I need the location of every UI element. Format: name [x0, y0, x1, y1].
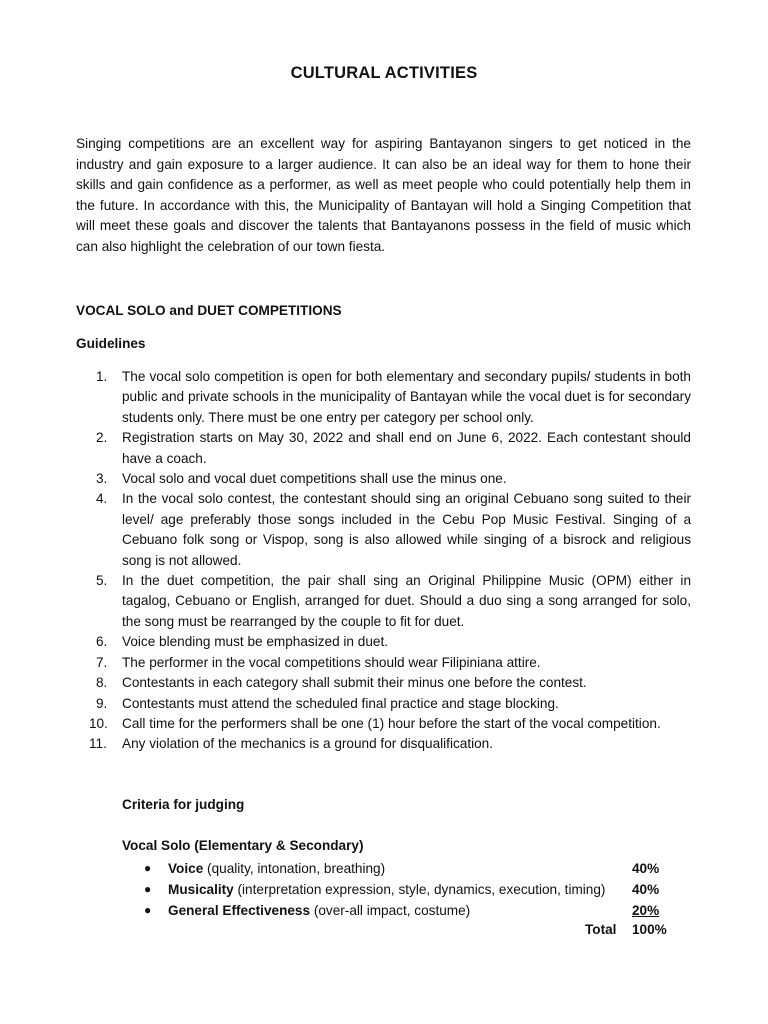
guideline-item: 11. Any violation of the mechanics is a ground for disqualification. [89, 736, 494, 752]
guideline-item: 4. In the vocal solo contest, the contestant should sing an original Cebuano song suited to their level/ age preferably those songs included in the Cebu Pop Music Festival. Singing of a Cebuano folk song or Vispop, song is also allowed while singing of a bisrock and religious song is not allowed. [96, 491, 691, 568]
bullet-icon: ● [144, 861, 152, 875]
vocal-solo-heading: Vocal Solo (Elementary & Secondary) [122, 838, 364, 853]
guidelines-list [76, 367, 691, 755]
total-label: Total [585, 922, 617, 937]
criteria-label: General Effectiveness [168, 903, 311, 918]
bullet-icon: ● [144, 882, 152, 896]
guideline-text: Call time for the performers shall be one (1) hour before the start of the vocal competition. [122, 715, 661, 731]
criteria-percent: 20% [632, 903, 660, 918]
guideline-item: 10. Call time for the performers shall be one (1) hour before the start of the vocal competition. [89, 715, 661, 731]
criteria-item [122, 858, 682, 879]
criteria-desc: (interpretation expression, style, dynamics, execution, timing) [233, 882, 606, 897]
guideline-text: Contestants in each category shall submit their minus one before the contest. [122, 675, 587, 691]
guideline-item: 9. Contestants must attend the scheduled final practice and stage blocking. [96, 695, 559, 711]
guideline-text: Voice blending must be emphasized in duet. [122, 634, 389, 650]
guideline-item: 2. Registration starts on May 30, 2022 and shall end on June 6, 2022. Each contestant should have a coach. [96, 430, 691, 466]
guideline-text: In the vocal solo contest, the contestant should sing an original Cebuano song suited to their level/ age preferably those songs included in the Cebu Pop Music Festival. Singing of a Cebuano folk song or Vispop, song is also allowed while singing of a bisrock and religious song is not allowed. [122, 491, 691, 568]
guideline-item: 6. Voice blending must be emphasized in duet. [96, 634, 389, 650]
criteria-item [122, 879, 682, 900]
guideline-item: 8. Contestants in each category shall submit their minus one before the contest. [96, 675, 587, 691]
guideline-text: Registration starts on May 30, 2022 and shall end on June 6, 2022. Each contestant should have a coach. [122, 430, 691, 466]
criteria-label: Musicality [168, 882, 234, 897]
total-row [585, 922, 667, 937]
total-value: 100% [632, 922, 667, 937]
guideline-text: Contestants must attend the scheduled final practice and stage blocking. [122, 695, 559, 711]
guideline-text: In the duet competition, the pair shall sing an Original Philippine Music (OPM) either in tagalog, Cebuano or English, arranged for duet. Should a duo sing a song arranged for solo, the song must be rearranged by the couple to fit for duet. [122, 573, 691, 629]
criteria-percent: 40% [632, 882, 660, 897]
criteria-desc: (quality, intonation, breathing) [203, 861, 386, 876]
criteria-list [122, 858, 682, 921]
criteria-percent: 40% [632, 861, 660, 876]
intro-paragraph: Singing competitions are an excellent way for aspiring Bantayanon singers to get noticed in the industry and gain exposure to a larger audience. It can also be an ideal way for them to hone their skills and gain confidence as a performer, as well as meet people who could potentially help them in the future. In accordance with this, the Municipality of Bantayan will hold a Singing Competition that will meet these goals and discover the talents that Bantayanons possess in the field of music which can also highlight the celebration of our town fiesta. [76, 136, 691, 254]
criteria-label: Voice [168, 861, 204, 876]
page-title: CULTURAL ACTIVITIES [290, 64, 478, 82]
guideline-item: 5. In the duet competition, the pair shall sing an Original Philippine Music (OPM) either in tagalog, Cebuano or English, arranged for duet. Should a duo sing a song arranged for solo, the song must be rearranged by the couple to fit for duet. [96, 573, 691, 629]
criteria-item [122, 900, 682, 921]
guideline-item: 7. The performer in the vocal competitions should wear Filipiniana attire. [96, 654, 541, 670]
guideline-text: Vocal solo and vocal duet competitions shall use the minus one. [122, 471, 507, 487]
guideline-text: The vocal solo competition is open for both elementary and secondary pupils/ students in both public and private schools in the municipality of Bantayan while the vocal duet is for secondary students only. There must be one entry per category per school only. [122, 369, 691, 425]
guidelines-heading: Guidelines [76, 336, 146, 351]
section-heading: VOCAL SOLO and DUET COMPETITIONS [76, 303, 342, 318]
guideline-text: The performer in the vocal competitions should wear Filipiniana attire. [122, 654, 541, 670]
guideline-item: 3. Vocal solo and vocal duet competitions shall use the minus one. [96, 471, 507, 487]
guideline-item: 1. The vocal solo competition is open for both elementary and secondary pupils/ students in both public and private schools in the municipality of Bantayan while the vocal duet is for secondary students only. There must be one entry per category per school only. [96, 369, 691, 425]
criteria-heading: Criteria for judging [122, 797, 245, 812]
guideline-text: Any violation of the mechanics is a ground for disqualification. [122, 736, 494, 752]
bullet-icon: ● [144, 903, 152, 917]
criteria-desc: (over-all impact, costume) [310, 903, 471, 918]
